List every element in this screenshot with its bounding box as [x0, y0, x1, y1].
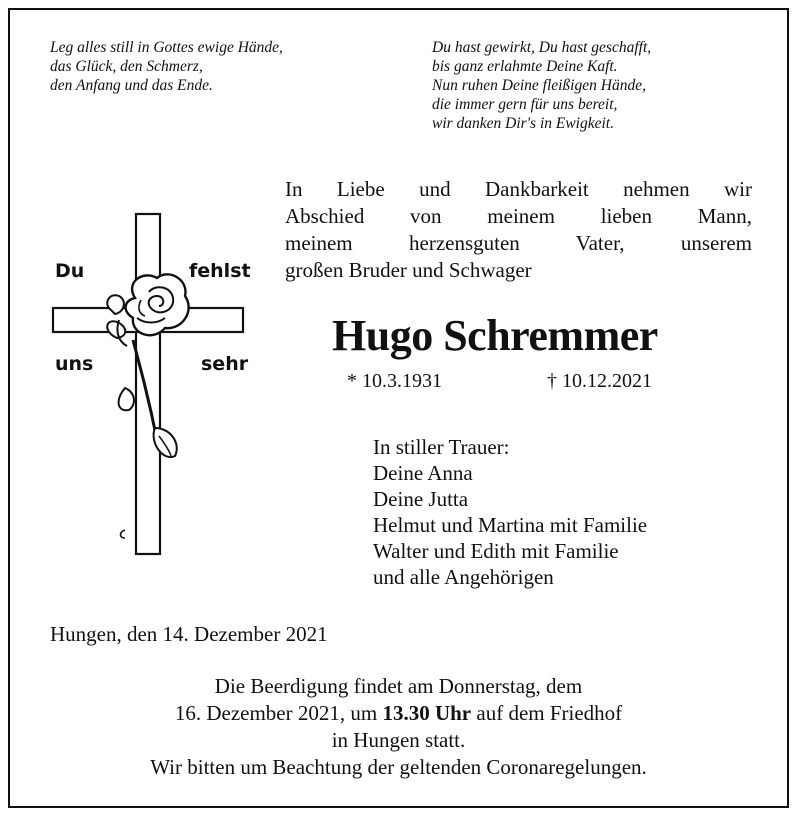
birth-date: * 10.3.1931 — [347, 370, 442, 392]
poem-line: den Anfang und das Ende. — [50, 77, 213, 94]
poem-right — [432, 38, 651, 133]
death-date: † 10.12.2021 — [547, 370, 652, 392]
intro-line: meinem herzensguten Vater, unserem — [285, 231, 752, 255]
deceased-name: Hugo Schremmer — [332, 311, 658, 360]
poem-line: wir danken Dir's in Ewigkeit. — [432, 115, 614, 132]
funeral-line: Die Beerdigung findet am Donnerstag, dem — [214, 674, 583, 698]
mourner-name: und alle Angehörigen — [373, 565, 554, 589]
intro-line: großen Bruder und Schwager — [285, 258, 532, 282]
cross-word: uns — [55, 353, 94, 375]
funeral-time: 13.30 Uhr — [382, 701, 472, 725]
poem-line: Leg alles still in Gottes ewige Hände, — [50, 39, 283, 56]
mourner-name: Deine Jutta — [373, 487, 469, 511]
poem-line: das Glück, den Schmerz, — [50, 58, 203, 75]
intro-line: Abschied von meinem lieben Mann, — [285, 204, 752, 228]
mourners-heading: In stiller Trauer: — [373, 435, 510, 459]
funeral-line — [8, 700, 789, 727]
funeral-line: in Hungen statt. — [331, 728, 466, 752]
cross-word: fehlst — [189, 260, 251, 282]
poem-line: Nun ruhen Deine fleißigen Hände, — [432, 77, 646, 94]
mourner-name: Walter und Edith mit Familie — [373, 539, 619, 563]
cross-with-rose-icon — [45, 200, 260, 560]
intro-text — [285, 176, 752, 284]
funeral-place-text: auf dem Friedhof — [471, 701, 623, 725]
cross-word: sehr — [201, 353, 249, 375]
mourner-name: Deine Anna — [373, 461, 473, 485]
poem-line: Du hast gewirkt, Du hast geschafft, — [432, 39, 652, 56]
place-date: Hungen, den 14. Dezember 2021 — [50, 622, 328, 646]
poem-line: die immer gern für uns bereit, — [432, 96, 618, 113]
mourners-block — [373, 434, 647, 590]
intro-line: In Liebe und Dankbarkeit nehmen wir — [285, 177, 752, 201]
corona-note: Wir bitten um Beachtung der geltenden Coronaregelungen. — [150, 755, 647, 779]
funeral-info — [8, 673, 789, 781]
mourner-name: Helmut und Martina mit Familie — [373, 513, 648, 537]
cross-word: Du — [55, 260, 85, 282]
poem-line: bis ganz erlahmte Deine Kaft. — [432, 58, 618, 75]
funeral-date-text: 16. Dezember 2021, um — [174, 701, 383, 725]
poem-left — [50, 38, 283, 95]
